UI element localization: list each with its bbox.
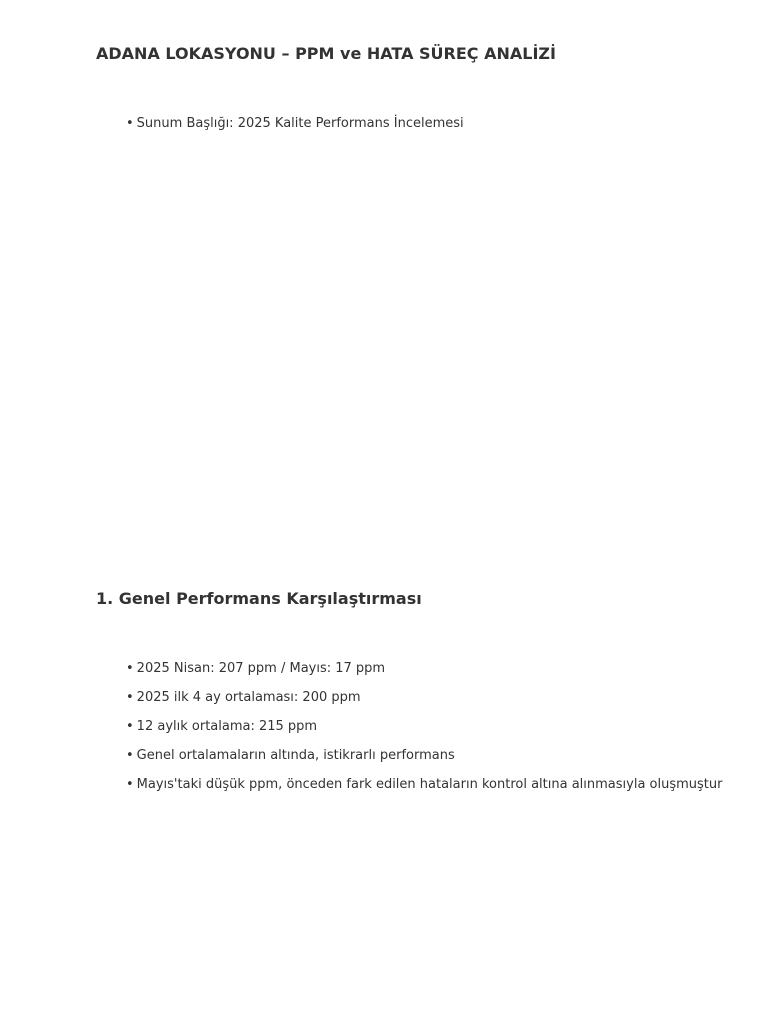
list-item-text: Sunum Başlığı: 2025 Kalite Performans İncelemesi	[136, 116, 464, 131]
bullet-icon: •	[126, 661, 134, 676]
list-item	[126, 660, 722, 677]
list-item-text: Mayıs'taki düşük ppm, önceden fark edilen hataların kontrol altına alınmasıyla oluşmuştur	[136, 777, 723, 792]
bullet-icon: •	[126, 748, 134, 763]
section-heading: 1. Genel Performans Karşılaştırması	[96, 589, 422, 608]
list-item	[126, 747, 722, 764]
list-item-text: 12 aylık ortalama: 215 ppm	[136, 719, 318, 734]
bullet-icon: •	[126, 116, 134, 131]
bullet-icon: •	[126, 719, 134, 734]
list-item	[126, 718, 722, 735]
bullet-icon: •	[126, 690, 134, 705]
bullet-icon: •	[126, 777, 134, 792]
list-item	[126, 689, 722, 706]
list-item-text: 2025 Nisan: 207 ppm / Mayıs: 17 ppm	[136, 661, 386, 676]
list-item	[126, 115, 464, 132]
performance-bullet-list	[126, 660, 722, 805]
list-item-text: Genel ortalamaların altında, istikrarlı performans	[136, 748, 455, 763]
intro-bullet-list	[126, 115, 464, 144]
list-item-text: 2025 ilk 4 ay ortalaması: 200 ppm	[136, 690, 361, 705]
list-item	[126, 776, 722, 793]
document-title: ADANA LOKASYONU – PPM ve HATA SÜREÇ ANALİZİ	[96, 44, 556, 63]
